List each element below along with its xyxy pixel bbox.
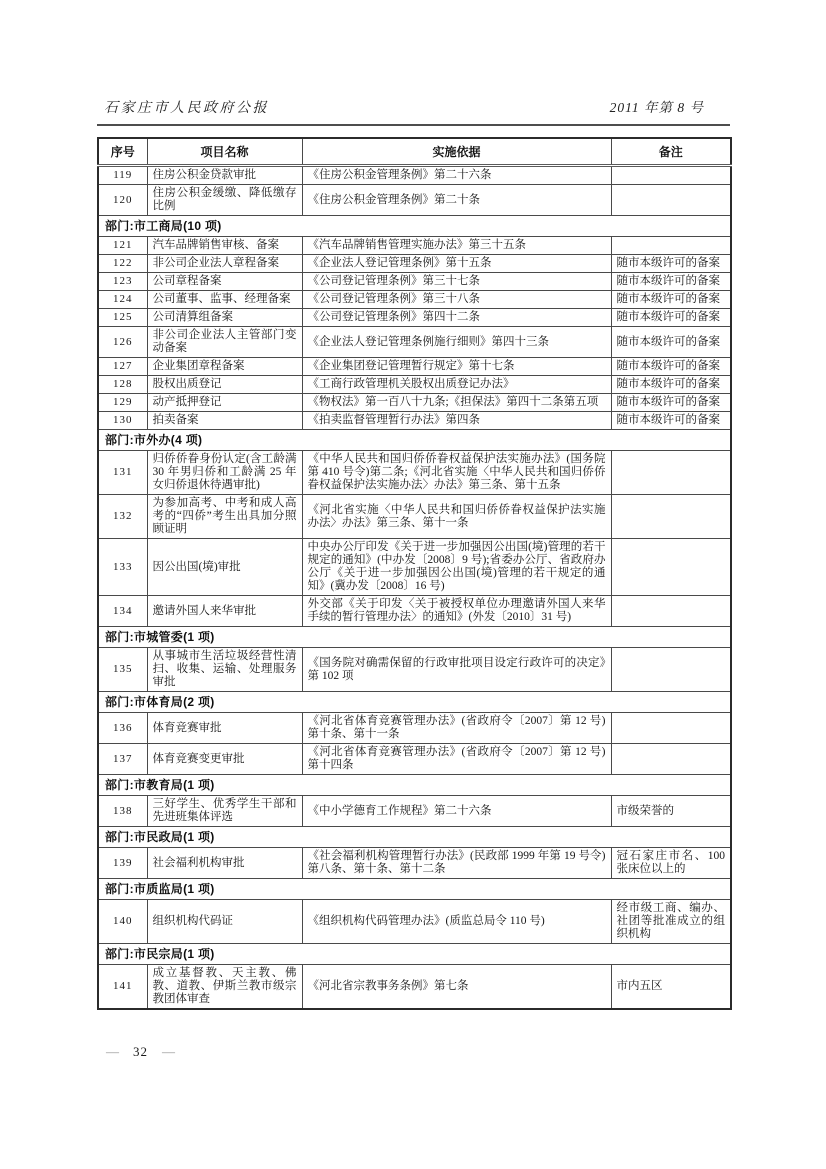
cell-project-name: 住房公积金缓缴、降低缴存比例 bbox=[147, 185, 302, 216]
cell-project-name: 公司章程备案 bbox=[147, 273, 302, 291]
table-row bbox=[98, 713, 731, 744]
cell-basis: 中央办公厅印发《关于进一步加强因公出国(境)管理的若干规定的通知》(中办发〔2008〕9 号);省委办公厅、省政府办公厅《关于进一步加强因公出国(境)管理的若干规定的通知》(冀办发〔2008〕16 号) bbox=[302, 539, 611, 596]
cell-basis: 《汽车品牌销售管理实施办法》第三十五条 bbox=[302, 237, 611, 255]
table-row bbox=[98, 291, 731, 309]
cell-note bbox=[611, 744, 731, 775]
cell-serial: 137 bbox=[98, 744, 147, 775]
cell-project-name: 非公司企业法人章程备案 bbox=[147, 255, 302, 273]
cell-note bbox=[611, 713, 731, 744]
cell-project-name: 公司董事、监事、经理备案 bbox=[147, 291, 302, 309]
footer-dash-left: — bbox=[106, 1044, 119, 1059]
cell-serial: 129 bbox=[98, 394, 147, 412]
table-row bbox=[98, 327, 731, 358]
section-header-row bbox=[98, 879, 731, 900]
table-row bbox=[98, 412, 731, 430]
table-row bbox=[98, 900, 731, 944]
cell-serial: 124 bbox=[98, 291, 147, 309]
cell-serial: 123 bbox=[98, 273, 147, 291]
cell-basis: 《中华人民共和国归侨侨眷权益保护法实施办法》(国务院第 410 号令)第二条;《河北省实施〈中华人民共和国归侨侨眷权益保护法实施办法〉办法》第三条、第十五条 bbox=[302, 451, 611, 495]
table-row bbox=[98, 255, 731, 273]
cell-project-name: 为参加高考、中考和成人高考的“四侨”考生出具加分照顾证明 bbox=[147, 495, 302, 539]
document-header bbox=[97, 96, 730, 117]
cell-note: 随市本级许可的备案 bbox=[611, 255, 731, 273]
cell-project-name: 公司清算组备案 bbox=[147, 309, 302, 327]
cell-basis: 《住房公积金管理条例》第二十六条 bbox=[302, 166, 611, 185]
cell-basis: 《企业法人登记管理条例》第十五条 bbox=[302, 255, 611, 273]
section-label: 部门:市工商局(10 项) bbox=[98, 216, 731, 237]
section-label: 部门:市教育局(1 项) bbox=[98, 775, 731, 796]
table-row bbox=[98, 848, 731, 879]
table-row bbox=[98, 744, 731, 775]
cell-basis: 《社会福利机构管理暂行办法》(民政部 1999 年第 19 号令)第八条、第十条、第十二条 bbox=[302, 848, 611, 879]
section-header-row bbox=[98, 775, 731, 796]
cell-note: 随市本级许可的备案 bbox=[611, 394, 731, 412]
cell-serial: 128 bbox=[98, 376, 147, 394]
cell-basis: 《组织机构代码管理办法》(质监总局令 110 号) bbox=[302, 900, 611, 944]
table-row bbox=[98, 495, 731, 539]
cell-serial: 127 bbox=[98, 358, 147, 376]
cell-note: 随市本级许可的备案 bbox=[611, 273, 731, 291]
col-header-project-name: 项目名称 bbox=[147, 138, 302, 166]
cell-note bbox=[611, 237, 731, 255]
cell-note: 市级荣誉的 bbox=[611, 796, 731, 827]
table-row bbox=[98, 451, 731, 495]
cell-note: 市内五区 bbox=[611, 965, 731, 1010]
cell-project-name: 从事城市生活垃圾经营性清扫、收集、运输、处理服务审批 bbox=[147, 648, 302, 692]
cell-project-name: 体育竞赛审批 bbox=[147, 713, 302, 744]
section-header-row bbox=[98, 430, 731, 451]
cell-note: 随市本级许可的备案 bbox=[611, 376, 731, 394]
cell-basis: 《河北省体育竞赛管理办法》(省政府令〔2007〕第 12 号)第十条、第十一条 bbox=[302, 713, 611, 744]
cell-project-name: 组织机构代码证 bbox=[147, 900, 302, 944]
table-header-row bbox=[98, 138, 731, 166]
table-row bbox=[98, 596, 731, 627]
cell-basis: 外交部《关于印发〈关于被授权单位办理邀请外国人来华手续的暂行管理办法〉的通知》(外发〔2010〕31 号) bbox=[302, 596, 611, 627]
col-header-note: 备注 bbox=[611, 138, 731, 166]
cell-serial: 136 bbox=[98, 713, 147, 744]
cell-basis: 《河北省实施〈中华人民共和国归侨侨眷权益保护法实施办法〉办法》第三条、第十一条 bbox=[302, 495, 611, 539]
col-header-basis: 实施依据 bbox=[302, 138, 611, 166]
cell-note bbox=[611, 166, 731, 185]
cell-project-name: 归侨侨眷身份认定(含工龄满 30 年男归侨和工龄满 25 年女归侨退休待遇审批) bbox=[147, 451, 302, 495]
cell-basis: 《河北省宗教事务条例》第七条 bbox=[302, 965, 611, 1010]
cell-serial: 126 bbox=[98, 327, 147, 358]
section-header-row bbox=[98, 944, 731, 965]
table-row bbox=[98, 394, 731, 412]
cell-basis: 《公司登记管理条例》第三十八条 bbox=[302, 291, 611, 309]
cell-note: 随市本级许可的备案 bbox=[611, 412, 731, 430]
table-row bbox=[98, 965, 731, 1010]
table-row bbox=[98, 237, 731, 255]
cell-serial: 141 bbox=[98, 965, 147, 1010]
cell-note: 随市本级许可的备案 bbox=[611, 291, 731, 309]
cell-project-name: 社会福利机构审批 bbox=[147, 848, 302, 879]
cell-basis: 《物权法》第一百八十九条;《担保法》第四十二条第五项 bbox=[302, 394, 611, 412]
section-label: 部门:市民宗局(1 项) bbox=[98, 944, 731, 965]
cell-basis: 《企业法人登记管理条例施行细则》第四十三条 bbox=[302, 327, 611, 358]
cell-basis: 《公司登记管理条例》第三十七条 bbox=[302, 273, 611, 291]
cell-serial: 130 bbox=[98, 412, 147, 430]
cell-serial: 134 bbox=[98, 596, 147, 627]
gazette-title: 石家庄市人民政府公报 bbox=[104, 101, 269, 116]
cell-serial: 120 bbox=[98, 185, 147, 216]
cell-project-name: 企业集团章程备案 bbox=[147, 358, 302, 376]
cell-serial: 119 bbox=[98, 166, 147, 185]
issue-number: 2011 年第 8 号 bbox=[609, 100, 704, 115]
cell-project-name: 汽车品牌销售审核、备案 bbox=[147, 237, 302, 255]
cell-note bbox=[611, 495, 731, 539]
section-label: 部门:市城管委(1 项) bbox=[98, 627, 731, 648]
table-row bbox=[98, 358, 731, 376]
cell-project-name: 成立基督教、天主教、佛教、道教、伊斯兰教市级宗教团体审查 bbox=[147, 965, 302, 1010]
footer-dash-right: — bbox=[162, 1044, 175, 1059]
cell-serial: 121 bbox=[98, 237, 147, 255]
cell-note: 随市本级许可的备案 bbox=[611, 309, 731, 327]
cell-note bbox=[611, 596, 731, 627]
cell-note: 随市本级许可的备案 bbox=[611, 327, 731, 358]
cell-basis: 《企业集团登记管理暂行规定》第十七条 bbox=[302, 358, 611, 376]
cell-project-name: 股权出质登记 bbox=[147, 376, 302, 394]
cell-serial: 135 bbox=[98, 648, 147, 692]
cell-project-name: 动产抵押登记 bbox=[147, 394, 302, 412]
table-row bbox=[98, 166, 731, 185]
cell-basis: 《拍卖监督管理暂行办法》第四条 bbox=[302, 412, 611, 430]
footer-page-number: 32 bbox=[133, 1044, 148, 1059]
table-row bbox=[98, 309, 731, 327]
cell-serial: 133 bbox=[98, 539, 147, 596]
table-row bbox=[98, 185, 731, 216]
table-row bbox=[98, 376, 731, 394]
section-header-row bbox=[98, 216, 731, 237]
approval-items-table bbox=[97, 137, 732, 1010]
header-rule bbox=[97, 124, 730, 126]
section-header-row bbox=[98, 692, 731, 713]
section-label: 部门:市质监局(1 项) bbox=[98, 879, 731, 900]
cell-project-name: 因公出国(境)审批 bbox=[147, 539, 302, 596]
table-row bbox=[98, 539, 731, 596]
table-body bbox=[98, 166, 731, 1010]
page bbox=[97, 96, 730, 1010]
cell-serial: 139 bbox=[98, 848, 147, 879]
section-header-row bbox=[98, 627, 731, 648]
cell-serial: 140 bbox=[98, 900, 147, 944]
table-header bbox=[98, 138, 731, 166]
table-row bbox=[98, 796, 731, 827]
cell-serial: 131 bbox=[98, 451, 147, 495]
section-label: 部门:市体育局(2 项) bbox=[98, 692, 731, 713]
cell-project-name: 邀请外国人来华审批 bbox=[147, 596, 302, 627]
cell-note bbox=[611, 648, 731, 692]
cell-serial: 125 bbox=[98, 309, 147, 327]
cell-serial: 122 bbox=[98, 255, 147, 273]
section-label: 部门:市民政局(1 项) bbox=[98, 827, 731, 848]
cell-basis: 《国务院对确需保留的行政审批项目设定行政许可的决定》第 102 项 bbox=[302, 648, 611, 692]
cell-project-name: 体育竞赛变更审批 bbox=[147, 744, 302, 775]
table-row bbox=[98, 648, 731, 692]
cell-project-name: 三好学生、优秀学生干部和先进班集体评选 bbox=[147, 796, 302, 827]
page-footer bbox=[106, 1044, 175, 1060]
cell-note: 随市本级许可的备案 bbox=[611, 358, 731, 376]
cell-note bbox=[611, 539, 731, 596]
cell-note: 经市级工商、编办、社团等批准成立的组织机构 bbox=[611, 900, 731, 944]
section-label: 部门:市外办(4 项) bbox=[98, 430, 731, 451]
cell-serial: 132 bbox=[98, 495, 147, 539]
cell-note: 冠石家庄市名、100 张床位以上的 bbox=[611, 848, 731, 879]
cell-project-name: 拍卖备案 bbox=[147, 412, 302, 430]
cell-basis: 《中小学德育工作规程》第二十六条 bbox=[302, 796, 611, 827]
cell-basis: 《河北省体育竞赛管理办法》(省政府令〔2007〕第 12 号)第十四条 bbox=[302, 744, 611, 775]
section-header-row bbox=[98, 827, 731, 848]
cell-basis: 《工商行政管理机关股权出质登记办法》 bbox=[302, 376, 611, 394]
table-row bbox=[98, 273, 731, 291]
col-header-serial: 序号 bbox=[98, 138, 147, 166]
cell-basis: 《公司登记管理条例》第四十二条 bbox=[302, 309, 611, 327]
cell-note bbox=[611, 451, 731, 495]
cell-project-name: 非公司企业法人主管部门变动备案 bbox=[147, 327, 302, 358]
cell-serial: 138 bbox=[98, 796, 147, 827]
cell-note bbox=[611, 185, 731, 216]
cell-basis: 《住房公积金管理条例》第二十条 bbox=[302, 185, 611, 216]
cell-project-name: 住房公积金贷款审批 bbox=[147, 166, 302, 185]
